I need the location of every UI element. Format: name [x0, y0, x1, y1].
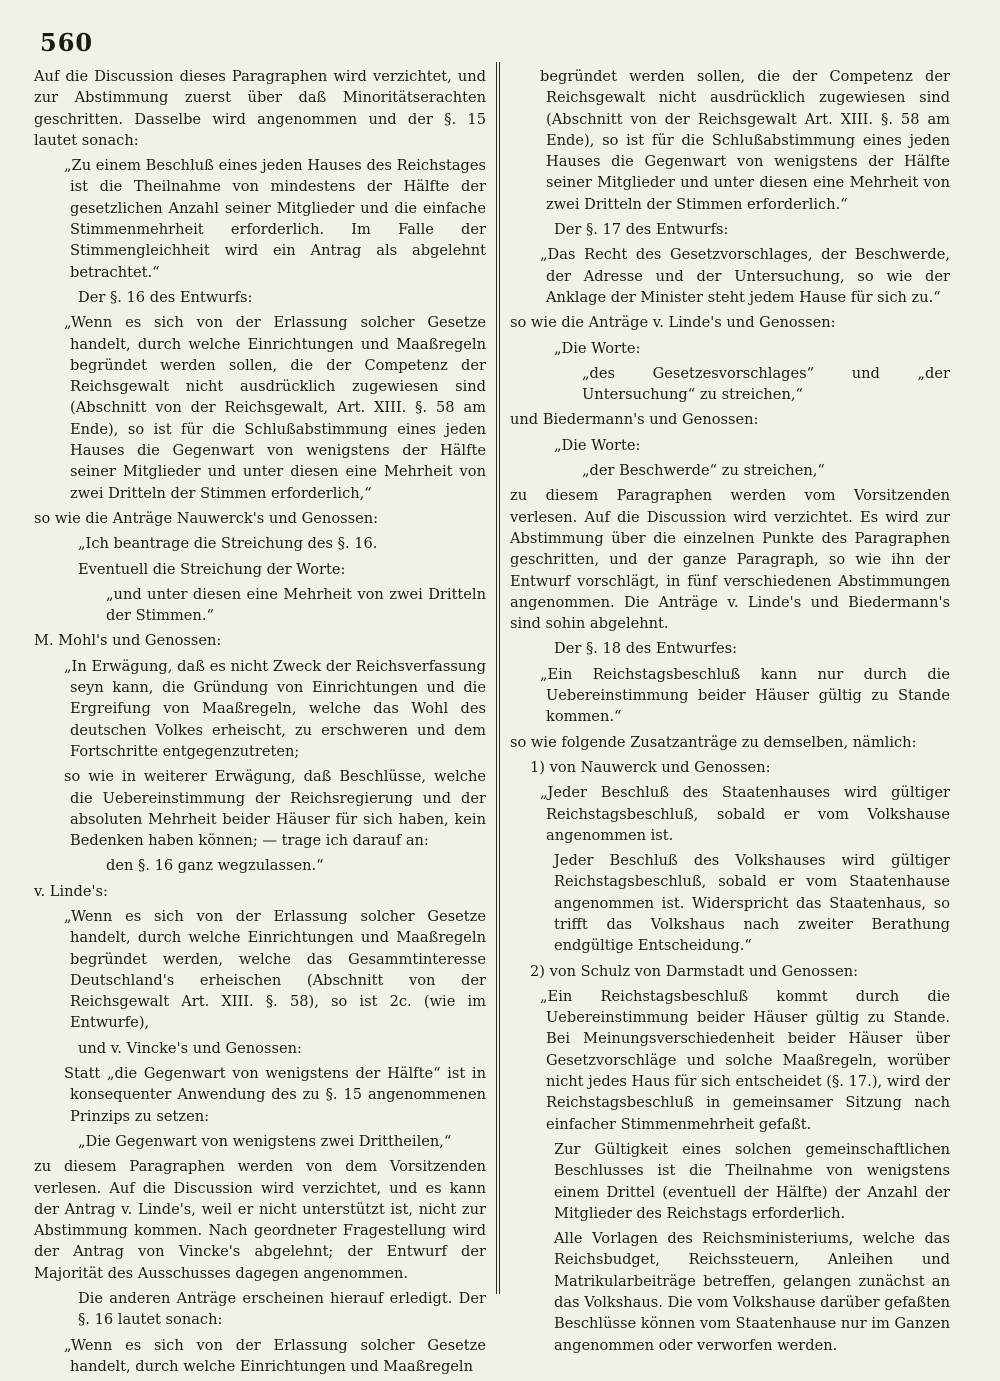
right-paragraph: Alle Vorlagen des Reichsministeriums, welche das Reichsbudget, Reichssteuern, Anleihen und Matrikularbeiträge betreffen, gelangen zunächst an das Volkshaus. Die vom Volkshause darüber gefaßten Beschlüsse können vom Staatenhause nur im Ganzen angenommen oder verworfen werden.: [554, 1230, 950, 1354]
right-paragraph: Der §. 17 des Entwurfs:: [554, 221, 729, 239]
left-paragraph: „Ich beantrage die Streichung des §. 16.: [78, 535, 378, 553]
left-paragraph: „Wenn es sich von der Erlassung solcher Gesetze handelt, durch welche Einrichtungen und Maaßregeln begründet werden, welche das Gesammtinteresse Deutschland's erheischen (Abschnitt von der Reichsgewalt Art. XIII. §. 58), so ist 2c. (wie im Entwurfe),: [64, 907, 486, 1032]
left-paragraph: Die anderen Anträge erscheinen hierauf erledigt. Der §. 16 lautet sonach:: [78, 1290, 486, 1329]
right-paragraph: Der §. 18 des Entwurfes:: [554, 640, 738, 658]
right-paragraph: und Biedermann's und Genossen:: [510, 411, 759, 429]
right-paragraph: „Die Worte:: [554, 339, 641, 357]
right-paragraph: „des Gesetzesvorschlages“ und „der Untersuchung“ zu streichen,“: [582, 364, 950, 404]
right-paragraph: 1) von Nauwerck und Genossen:: [530, 758, 771, 776]
right-paragraph: so wie folgende Zusatzanträge zu demselben, nämlich:: [510, 733, 917, 751]
right-paragraph: Zur Gültigkeit eines solchen gemeinschaftlichen Beschlusses ist die Theilnahme von wenigstens einem Drittel (eventuell der Hälfte) der Anzahl der Mitglieder des Reichstags erforderlich.: [554, 1140, 950, 1222]
left-paragraph: Statt „die Gegenwart von wenigstens der Hälfte“ ist in konsequenter Anwendung des zu §. 15 angenommenen Prinzips zu setzen:: [64, 1065, 486, 1125]
right-paragraph: zu diesem Paragraphen werden vom Vorsitzenden verlesen. Auf die Discussion wird verzichtet. Es wird zur Abstimmung über die einzelnen Punkte des Paragraphen geschritten, und der ganze Paragraph, so wie ihn der Entwurf vorschlägt, in fünf verschiedenen Abstimmungen angenommen. Die Anträge v. Linde's und Biedermann's sind sohin abgelehnt.: [510, 487, 950, 633]
left-paragraph: M. Mohl's und Genossen:: [34, 632, 222, 650]
left-paragraph: Eventuell die Streichung der Worte:: [78, 560, 346, 578]
right-paragraph: „der Beschwerde“ zu streichen,“: [582, 462, 825, 480]
left-paragraph: so wie die Anträge Nauwerck's und Genossen:: [34, 509, 379, 527]
left-paragraph: „Wenn es sich von der Erlassung solcher Gesetze handelt, durch welche Einrichtungen und Maaßregeln: [64, 1336, 486, 1375]
right-column: [510, 66, 950, 1360]
right-paragraph: „Ein Reichstagsbeschluß kann nur durch die Uebereinstimmung beider Häuser gültig zu Stande kommen.“: [540, 665, 950, 726]
page-number: 560: [40, 28, 94, 57]
left-paragraph: so wie in weiterer Erwägung, daß Beschlüsse, welche die Uebereinstimmung der Reichsregierung und der absoluten Mehrheit beider Häuser für sich haben, kein Bedenken haben können; — trage ich darauf an:: [64, 768, 486, 850]
left-paragraph: den §. 16 ganz wegzulassen.“: [106, 857, 324, 875]
right-paragraph: „Ein Reichstagsbeschluß kommt durch die Uebereinstimmung beider Häuser gültig zu Stande. Bei Meinungsverschiedenheit beider Häuser über Gesetzvorschläge und solche Maaßregeln, worüber nicht jedes Haus für sich entscheidet (§. 17.), wird der Reichstagsbeschluß in gemeinsamer Sitzung nach einfacher Stimmenmehrheit gefaßt.: [540, 987, 950, 1133]
left-paragraph: zu diesem Paragraphen werden von dem Vorsitzenden verlesen. Auf die Discussion wird verzichtet, und es kann der Antrag v. Linde's, weil er nicht unterstützt ist, nicht zur Abstimmung kommen. Nach geordneter Fragestellung wird der Antrag von Vincke's abgelehnt; der Entwurf der Majorität des Ausschusses dagegen angenommen.: [34, 1158, 486, 1282]
left-paragraph: v. Linde's:: [34, 882, 108, 900]
right-paragraph: „Jeder Beschluß des Staatenhauses wird gültiger Reichstagsbeschluß, sobald er vom Volkshause angenommen ist.: [540, 784, 950, 844]
left-paragraph: „Die Gegenwart von wenigstens zwei Drittheilen,“: [78, 1132, 452, 1150]
left-paragraph: „und unter diesen eine Mehrheit von zwei Dritteln der Stimmen.“: [106, 585, 486, 625]
right-paragraph: „Das Recht des Gesetzvorschlages, der Beschwerde, der Adresse und der Untersuchung, so wie der Anklage der Minister steht jedem Hause für sich zu.“: [540, 246, 950, 306]
left-paragraph: „In Erwägung, daß es nicht Zweck der Reichsverfassung seyn kann, die Gründung von Einrichtungen und die Ergreifung von Maaßregeln, welche das Wohl des deutschen Volkes erheischt, zu erschweren und dem Fortschritte entgegenzutreten;: [64, 657, 486, 760]
column-divider: [496, 62, 497, 1294]
left-column: [34, 66, 486, 1381]
right-paragraph: begründet werden sollen, die der Competenz der Reichsgewalt nicht ausdrücklich zugewiesen sind (Abschnitt von der Reichsgewalt Art. XIII. §. 58 am Ende), so ist für die Schlußabstimmung eines jeden Hauses die Gegenwart von wenigstens der Hälfte seiner Mitglieder und unter diesen eine Mehrheit von zwei Dritteln der Stimmen erforderlich.“: [540, 68, 950, 213]
left-paragraph: „Zu einem Beschluß eines jeden Hauses des Reichstages ist die Theilnahme von mindestens der Hälfte der gesetzlichen Anzahl seiner Mitglieder und die einfache Stimmenmehrheit erforderlich. Im Falle der Stimmengleichheit wird ein Antrag als abgelehnt betrachtet.“: [64, 157, 486, 281]
left-paragraph: Der §. 16 des Entwurfs:: [78, 288, 253, 306]
left-paragraph: Auf die Discussion dieses Paragraphen wird verzichtet, und zur Abstimmung zuerst über daß Minoritätserachten geschritten. Dasselbe wird angenommen und der §. 15 lautet sonach:: [34, 68, 486, 149]
right-paragraph: Jeder Beschluß des Volkshauses wird gültiger Reichstagsbeschluß, sobald er vom Staatenhause angenommen ist. Widerspricht das Staatenhaus, so trifft das Volkshaus nach zweiter Berathung endgültige Entscheidung.“: [554, 852, 950, 955]
left-paragraph: und v. Vincke's und Genossen:: [78, 1039, 302, 1057]
left-paragraph: „Wenn es sich von der Erlassung solcher Gesetze handelt, durch welche Einrichtungen und Maaßregeln begründet werden sollen, die der Competenz der Reichsgewalt nicht ausdrücklich zugewiesen sind (Abschnitt von der Reichsgewalt, Art. XIII. §. 58 am Ende), so ist für die Schlußabstimmung eines jeden Hauses die Gegenwart von wenigstens der Hälfte seiner Mitglieder und unter diesen eine Mehrheit von zwei Dritteln der Stimmen erforderlich,“: [64, 314, 486, 502]
right-paragraph: so wie die Anträge v. Linde's und Genossen:: [510, 314, 836, 332]
right-paragraph: 2) von Schulz von Darmstadt und Genossen:: [530, 962, 859, 980]
right-paragraph: „Die Worte:: [554, 436, 641, 454]
